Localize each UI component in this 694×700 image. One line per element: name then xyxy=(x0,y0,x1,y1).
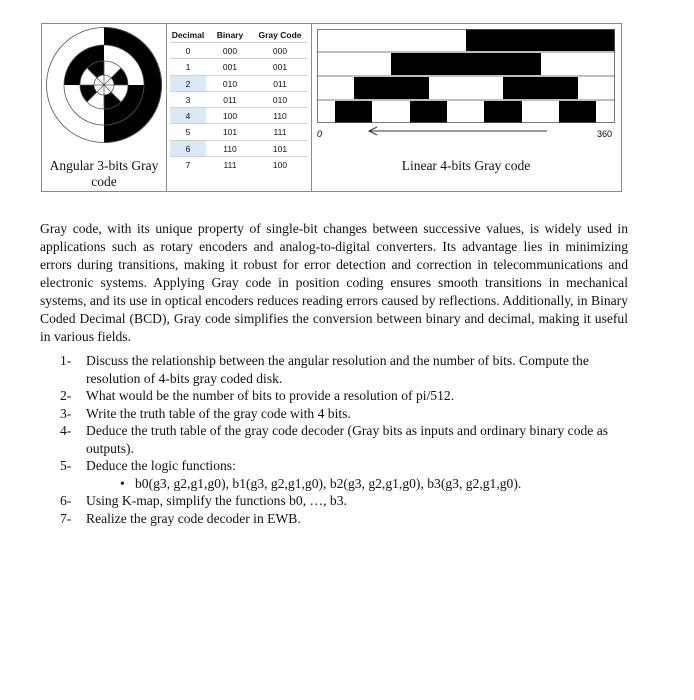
binary-cell: 011 xyxy=(223,94,237,105)
question-text: What would be the number of bits to provide a resolution of pi/512. xyxy=(86,388,455,403)
linear-gray-strip xyxy=(317,29,615,149)
intro-paragraph: Gray code, with its unique property of single-bit changes between successive values, is widely used in applications such as rotary encoders and analog-to-digital converters. Its advantage lies in minimizing errors during transitions, making it robust for error detection and correction in telecommunications and electronic systems. Applying Gray code in position coding ensures smooth transitions in mechanical systems, and its use in optical encoders reduces reading errors caused by reflections. Additionally, in Binary Coded Decimal (BCD), Gray code simplifies the conversion between binary and decimal, making it useful in various fields. xyxy=(40,221,628,344)
question-text: Write the truth table of the gray code with 4 bits. xyxy=(86,405,351,421)
linear-start-label: 0 xyxy=(317,129,323,139)
gray-cell: 001 xyxy=(272,62,288,73)
list-item xyxy=(40,405,630,423)
decimal-cell: 6 xyxy=(170,141,206,157)
question-number: 3- xyxy=(60,405,72,421)
truth-table-cell xyxy=(166,24,312,191)
binary-cell: 001 xyxy=(222,62,238,73)
list-item xyxy=(40,457,630,475)
decimal-cell: 5 xyxy=(185,127,191,138)
decimal-cell: 4 xyxy=(170,108,206,124)
question-number: 5- xyxy=(60,458,72,473)
gray-cell: 111 xyxy=(273,127,287,138)
angular-gray-disk xyxy=(46,27,162,143)
gray-cell: 011 xyxy=(273,78,287,89)
bullet-text: b0(g3, g2,g1,g0), b1(g3, g2,g1,g0), b2(g3, g2,g1,g0), b3(g3, g2,g1,g0). xyxy=(135,475,522,491)
table-row xyxy=(170,91,307,107)
gray-cell: 000 xyxy=(272,46,288,56)
linear-end-label: 360 xyxy=(597,129,613,139)
gray-cell: 101 xyxy=(272,143,288,154)
list-item xyxy=(40,387,630,405)
binary-cell: 100 xyxy=(222,111,238,122)
bullet-icon: • xyxy=(120,475,125,491)
binary-cell: 110 xyxy=(223,143,237,154)
question-text: Discuss the relationship between the angular resolution and the number of bits. Compute the resolution of 4-bits gray coded disk. xyxy=(86,353,589,386)
question-number: 7- xyxy=(60,510,72,526)
angular-caption: Angular 3-bits Gray code xyxy=(49,158,159,189)
bullet-item xyxy=(40,475,630,493)
question-list xyxy=(40,352,630,527)
angular-cell xyxy=(42,24,167,191)
header-gray: Gray Code xyxy=(258,30,302,40)
binary-cell: 101 xyxy=(222,127,238,138)
gray-cell: 010 xyxy=(272,94,288,105)
question-text: Deduce the logic functions: xyxy=(86,458,236,473)
truth-table xyxy=(170,29,307,172)
table-row xyxy=(170,58,307,74)
linear-caption: Linear 4-bits Gray code xyxy=(401,158,531,173)
decimal-cell: 7 xyxy=(185,160,191,171)
list-item xyxy=(40,510,630,528)
question-text: Realize the gray code decoder in EWB. xyxy=(86,510,301,526)
linear-cell xyxy=(311,24,621,191)
table-row xyxy=(170,123,307,139)
table-row xyxy=(170,75,307,91)
gray-cell: 110 xyxy=(273,111,287,122)
list-item xyxy=(40,422,630,457)
decimal-cell: 0 xyxy=(185,46,191,56)
binary-cell: 000 xyxy=(222,46,238,56)
gray-cell: 100 xyxy=(272,160,288,171)
decimal-cell: 3 xyxy=(185,94,191,105)
table-row xyxy=(170,156,307,172)
binary-cell: 111 xyxy=(223,160,237,171)
question-text: Deduce the truth table of the gray code decoder (Gray bits as inputs and ordinary binary code as outputs). xyxy=(86,423,609,456)
binary-cell: 010 xyxy=(222,78,238,89)
question-number: 2- xyxy=(60,388,72,403)
question-text: Using K-map, simplify the functions b0, …, b3. xyxy=(86,493,347,508)
list-item xyxy=(40,352,630,387)
question-number: 1- xyxy=(60,353,72,368)
question-number: 6- xyxy=(60,493,72,508)
question-number: 4- xyxy=(60,423,72,438)
decimal-cell: 1 xyxy=(185,62,191,73)
truth-table-header xyxy=(170,29,307,42)
figure-table xyxy=(41,23,622,192)
table-row xyxy=(170,140,307,156)
table-row xyxy=(170,42,307,58)
list-item xyxy=(40,492,630,510)
header-decimal: Decimal xyxy=(171,30,205,40)
table-row xyxy=(170,107,307,123)
decimal-cell: 2 xyxy=(170,76,206,92)
header-binary: Binary xyxy=(216,30,244,40)
